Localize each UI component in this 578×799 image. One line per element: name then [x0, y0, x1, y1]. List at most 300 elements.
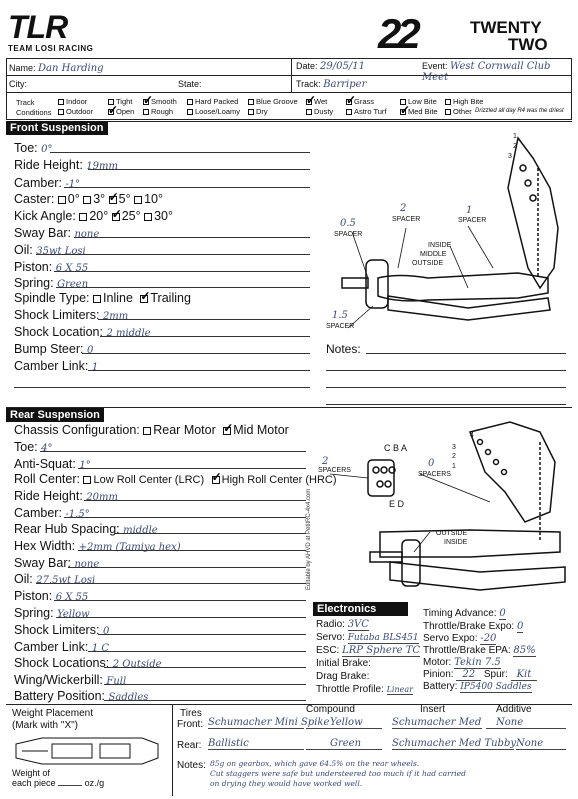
- front-camber-value: -1°: [65, 179, 81, 190]
- front-spacer-b-label: SPACER: [392, 216, 421, 223]
- condition-checkbox[interactable]: [58, 109, 64, 115]
- condition-blue-groove[interactable]: [248, 97, 298, 106]
- name-label: Name:: [9, 63, 36, 73]
- servo-expo-value: -20: [480, 633, 497, 644]
- event-value: West Cornwall Club Meet: [422, 61, 551, 83]
- rear-locations-value: 2 Outside: [112, 659, 162, 670]
- rear-spacers-2-label: SPACERS: [318, 467, 351, 474]
- front-link-line: [88, 370, 310, 371]
- roll-high-label: High Roll Center (HRC): [221, 474, 337, 486]
- front-sway-line: [74, 237, 310, 238]
- mid-motor-checkbox[interactable]: [223, 427, 231, 435]
- kick-20-checkbox[interactable]: [79, 213, 87, 221]
- rear-wing-label: Wing/Wickerbill:: [14, 673, 103, 687]
- front-compound-value[interactable]: Yellow: [306, 717, 382, 729]
- front-ride-value: 19mm: [86, 161, 118, 172]
- model-mark: 22: [378, 10, 417, 57]
- spindle-trailing-label: Trailing: [150, 291, 191, 305]
- front-extra-line-1: [14, 387, 310, 388]
- rear-hex-value: +2mm (Tamiya hex): [78, 542, 181, 553]
- front-oil-value: 35wt Losi: [36, 246, 86, 257]
- rear-wing-line: [104, 684, 306, 685]
- front-section-title: Front Suspension: [6, 121, 108, 135]
- event-label: Event:: [422, 61, 448, 71]
- front-link-row[interactable]: [14, 359, 98, 373]
- weight-unit: oz./g: [84, 778, 105, 788]
- front-piston-value: 6 X 55: [55, 263, 89, 274]
- front-outside-label: OUTSIDE: [412, 260, 444, 267]
- front-toe-value: 0°: [41, 144, 53, 155]
- condition-rough[interactable]: [143, 107, 173, 116]
- servo-expo-row[interactable]: [423, 633, 496, 644]
- condition-outdoor[interactable]: [58, 107, 93, 116]
- tires-title: Tires: [180, 708, 202, 719]
- battery-row[interactable]: [423, 681, 532, 692]
- condition-checkbox[interactable]: [346, 99, 352, 105]
- epa-label: Throttle/Brake EPA:: [423, 645, 511, 656]
- throttle-expo-value: 0: [516, 621, 524, 632]
- rear-tower-hole-3: [494, 460, 499, 465]
- condition-checkbox[interactable]: [400, 109, 406, 115]
- hub-hole-c: [373, 467, 379, 473]
- rear-spacers-2-value: 2: [322, 456, 329, 467]
- front-limiters-label: Shock Limiters:: [14, 308, 100, 322]
- caster-5-label: 5°: [118, 192, 131, 206]
- caster-5-checkbox[interactable]: [109, 196, 117, 204]
- rear-link-line: [88, 651, 306, 652]
- pinion-value: 22: [456, 669, 481, 681]
- name-field[interactable]: [9, 63, 104, 74]
- front-notes-line-3: [326, 387, 566, 388]
- weight-each-label: Weight of: [12, 768, 50, 778]
- front-spring-value: Green: [57, 279, 89, 290]
- front-caster-label: Caster:: [14, 192, 55, 206]
- radio-row[interactable]: [316, 619, 369, 630]
- rear-locations-label: Shock Locations:: [14, 656, 110, 670]
- condition-checkbox[interactable]: [143, 99, 149, 105]
- condition-checkbox[interactable]: [306, 99, 312, 105]
- kick-20-label: 20°: [89, 209, 109, 223]
- rear-chassis-row[interactable]: [14, 423, 289, 437]
- rear-spacer-0-pointer: [420, 474, 490, 502]
- model-name-1: TWENTY: [470, 18, 542, 37]
- kick-25-checkbox[interactable]: [112, 213, 120, 221]
- chassis-battery-bay: [52, 744, 92, 758]
- weight-subtitle: (Mark with "X"): [12, 720, 78, 731]
- condition-checkbox[interactable]: [143, 109, 149, 115]
- rear-sway-value: none: [74, 559, 100, 570]
- condition-label: Wet: [314, 97, 328, 106]
- spindle-inline-label: Inline: [103, 291, 133, 305]
- timing-row[interactable]: [423, 608, 506, 619]
- rear-outside-pointer: [414, 532, 430, 552]
- front-caster-row[interactable]: [14, 192, 163, 206]
- condition-label: Open: [116, 107, 135, 116]
- caster-3-label: 3°: [93, 192, 106, 206]
- condition-loose-loamy[interactable]: [187, 107, 240, 116]
- front-inside-label: INSIDE: [428, 242, 452, 249]
- front-toe-label: Toe:: [14, 141, 38, 155]
- kick-30-checkbox[interactable]: [144, 213, 152, 221]
- condition-checkbox[interactable]: [346, 109, 352, 115]
- front-location-value: 2 middle: [106, 328, 151, 339]
- condition-label: Tight: [116, 97, 133, 106]
- condition-hard-packed[interactable]: [187, 97, 238, 106]
- rear-suspension-diagram: [310, 412, 572, 602]
- rear-squat-value: 1°: [79, 460, 91, 471]
- condition-open[interactable]: [108, 107, 134, 116]
- front-notes-line-4: [326, 404, 566, 405]
- weight-each-row[interactable]: [12, 778, 104, 788]
- condition-label: Low Bite: [408, 97, 437, 106]
- servo-row[interactable]: [316, 632, 419, 643]
- rear-limiters-label: Shock Limiters:: [14, 623, 100, 637]
- rear-squat-line: [78, 468, 306, 469]
- hub-label-a: A: [401, 443, 408, 453]
- front-bump-value: 0: [86, 345, 94, 356]
- front-spindle-row[interactable]: [14, 291, 191, 305]
- front-notes-line-1: [366, 353, 566, 354]
- rear-wing-value: Full: [106, 676, 127, 687]
- city-field[interactable]: [9, 79, 27, 89]
- front-sway-value: none: [74, 229, 100, 240]
- weight-title: Weight Placement: [12, 708, 93, 719]
- front-spacer-a-label: SPACER: [334, 231, 363, 238]
- rear-hex-line: [78, 550, 306, 551]
- initial-brake-label: Initial Brake:: [316, 658, 372, 669]
- servo-expo-label: Servo Expo:: [423, 633, 478, 644]
- rear-inside-label: INSIDE: [444, 539, 468, 546]
- rear-insert-value[interactable]: Schumacher Med Tubby: [392, 738, 516, 749]
- condition-checkbox[interactable]: [58, 99, 64, 105]
- throttle-profile-row[interactable]: [316, 684, 413, 695]
- rear-hub-cba-labels: [384, 443, 407, 453]
- rear-roll-label: Roll Center:: [14, 472, 80, 486]
- event-field[interactable]: [422, 61, 578, 83]
- date-field[interactable]: [296, 61, 365, 72]
- front-tower-n2: 2: [513, 143, 517, 150]
- epa-value: 85%: [513, 645, 536, 656]
- rear-upper-arm: [380, 530, 560, 557]
- conditions-label: Conditions: [16, 108, 52, 117]
- bottom-rule: [6, 704, 572, 705]
- tlr-logo: [8, 9, 126, 53]
- insert-header: Insert: [420, 704, 446, 715]
- initial-brake-row[interactable]: [316, 658, 371, 669]
- caster-0-label: 0°: [67, 192, 80, 206]
- additive-header: Additive: [496, 704, 532, 715]
- front-piston-line: [54, 271, 310, 272]
- weight-each-label2: each piece: [12, 778, 56, 788]
- front-shock-tower: [508, 138, 558, 288]
- spur-value: Kit: [511, 669, 538, 681]
- front-spacer-b-value: 2: [400, 203, 407, 214]
- rear-hub-block: [368, 460, 394, 496]
- condition-checkbox[interactable]: [248, 109, 254, 115]
- condition-label: Indoor: [66, 97, 88, 106]
- rear-tower-hole-1: [478, 440, 483, 445]
- rear-ride-value: 20mm: [86, 492, 118, 503]
- front-bump-line: [82, 353, 310, 354]
- rear-battery-line: [104, 700, 306, 701]
- tower-hole-2: [525, 180, 531, 186]
- front-ride-line: [88, 169, 310, 170]
- front-camber-line: [64, 187, 310, 188]
- rear-battery-value: Saddles: [108, 692, 149, 703]
- esc-value: LRP Sphere TC: [342, 645, 421, 656]
- rear-hub-ed-labels: [389, 499, 404, 509]
- front-spacer-d-label: SPACER: [326, 323, 355, 330]
- rear-squat-label: Anti-Squat:: [14, 457, 76, 471]
- rear-hub-label: Rear Hub Spacing:: [14, 522, 120, 536]
- electronics-title: Electronics: [313, 602, 408, 616]
- rear-spacers-0-value: 0: [428, 458, 435, 469]
- rear-compound-value[interactable]: Green: [306, 738, 382, 750]
- rear-hex-label: Hex Width:: [14, 539, 76, 553]
- throttle-expo-row[interactable]: [423, 621, 523, 632]
- condition-label: Blue Groove: [256, 97, 298, 106]
- battery-value: IP5400 Saddles: [460, 682, 532, 692]
- condition-label: Rough: [151, 107, 174, 116]
- rear-oil-line: [36, 583, 306, 584]
- rear-additive-value[interactable]: None: [516, 738, 566, 750]
- kick-25-label: 25°: [121, 209, 141, 223]
- rear-link-label: Camber Link:: [14, 640, 89, 654]
- header-divider-v: [291, 58, 292, 92]
- rear-tire-label: Rear:: [177, 740, 202, 751]
- name-value: Dan Harding: [38, 63, 104, 74]
- condition-other[interactable]: [445, 107, 472, 116]
- drag-brake-row[interactable]: [316, 671, 369, 682]
- condition-med-bite[interactable]: [400, 107, 438, 116]
- rear-piston-label: Piston:: [14, 589, 53, 603]
- condition-dry[interactable]: [248, 107, 268, 116]
- hub-hole-d: [385, 481, 391, 487]
- esc-row[interactable]: [316, 645, 420, 656]
- epa-row[interactable]: [423, 645, 536, 656]
- front-location-line: [100, 336, 310, 337]
- rear-hub-line: [114, 533, 306, 534]
- model-name-2: TWO: [508, 35, 548, 54]
- front-kick-row[interactable]: [14, 209, 173, 223]
- condition-grass[interactable]: [346, 97, 374, 106]
- rear-spring-line: [56, 617, 306, 618]
- roll-low-checkbox[interactable]: [83, 476, 91, 484]
- condition-label: Smooth: [151, 97, 177, 106]
- front-additive-value[interactable]: None: [486, 717, 566, 729]
- front-tower-n3: 3: [508, 153, 512, 160]
- condition-indoor[interactable]: [58, 97, 87, 106]
- front-spring-label: Spring:: [14, 276, 54, 290]
- front-notes-label: Notes:: [326, 342, 361, 356]
- rear-section-title: Rear Suspension: [6, 408, 104, 422]
- rear-tire-value[interactable]: Ballistic: [208, 738, 304, 750]
- rear-tower-n3: 3: [452, 444, 456, 451]
- front-link-label: Camber Link:: [14, 359, 89, 373]
- chassis-diagram[interactable]: [12, 734, 162, 768]
- condition-dusty[interactable]: [306, 107, 333, 116]
- condition-smooth[interactable]: [143, 97, 177, 106]
- rear-outside-label: OUTSIDE: [436, 530, 468, 537]
- rear-spacers-0-label: SPACERS: [418, 471, 451, 478]
- condition-checkbox[interactable]: [187, 99, 193, 105]
- condition-label: Dry: [256, 107, 268, 116]
- conditions-track-label: Track: [16, 98, 35, 107]
- front-camber-label: Camber:: [14, 176, 62, 190]
- front-spacer-c-value: 1: [466, 205, 473, 216]
- kick-30-label: 30°: [154, 209, 174, 223]
- spindle-inline-checkbox[interactable]: [93, 295, 101, 303]
- front-insert-value[interactable]: Schumacher Med: [392, 717, 482, 728]
- caster-3-checkbox[interactable]: [83, 196, 91, 204]
- front-oil-label: Oil:: [14, 243, 33, 257]
- condition-label: High Bite: [453, 97, 484, 106]
- mid-motor-label: Mid Motor: [233, 423, 289, 437]
- rear-toe-label: Toe:: [14, 440, 38, 454]
- tire-notes-line-3: on drying they would have worked well.: [210, 779, 363, 788]
- condition-astro-turf[interactable]: [346, 107, 387, 116]
- condition-checkbox[interactable]: [445, 109, 451, 115]
- timing-value: 0: [499, 608, 506, 619]
- radio-label: Radio:: [316, 619, 345, 630]
- throttle-profile-label: Throttle Profile:: [316, 684, 384, 695]
- spacer-c-pointer: [468, 226, 493, 268]
- front-tire-value[interactable]: Schumacher Mini Spike: [208, 717, 330, 728]
- rear-tower-n2: 2: [452, 453, 456, 460]
- track-field[interactable]: [296, 79, 366, 90]
- condition-label: Grass: [354, 97, 375, 106]
- rear-limiters-row[interactable]: [14, 623, 109, 637]
- front-limiters-value: 2mm: [102, 311, 129, 322]
- condition-checkbox[interactable]: [445, 99, 451, 105]
- spacer-a-pointer: [352, 232, 368, 278]
- tire-notes-line-2: Cut staggers were safe but understeered too much if it had carried: [210, 769, 466, 778]
- rear-toe-value: 4°: [41, 443, 53, 454]
- weight-each-input[interactable]: [58, 785, 82, 786]
- date-label: Date:: [296, 61, 318, 71]
- state-field[interactable]: [178, 79, 202, 89]
- hub-label-d: D: [397, 499, 405, 509]
- rear-roll-row[interactable]: [14, 472, 337, 486]
- rear-link-value: 1 C: [91, 643, 110, 654]
- rear-camber-value: -1.5°: [65, 509, 90, 520]
- front-bump-label: Bump Steer:: [14, 342, 84, 356]
- rear-camber-line: [64, 517, 306, 518]
- rear-spacer-2-pointer: [330, 474, 368, 478]
- conditions-other-note: Drizzled all day R4 was the driest: [475, 108, 564, 114]
- rear-tower-n4: 4: [470, 432, 474, 439]
- condition-label: Dusty: [314, 107, 334, 116]
- rear-motor-checkbox[interactable]: [143, 427, 151, 435]
- front-spindle-label: Spindle Type:: [14, 291, 90, 305]
- front-spacer-a-value: 0.5: [340, 218, 356, 229]
- front-limiters-line: [98, 319, 310, 320]
- front-spring-line: [56, 287, 310, 288]
- rear-limiters-value: 0: [102, 626, 110, 637]
- rear-oil-value: 27.5wt Losi: [36, 575, 96, 586]
- battery-label: Battery:: [423, 681, 458, 692]
- model-logo: [378, 10, 568, 58]
- rear-camber-label: Camber:: [14, 506, 62, 520]
- spacer-b-pointer: [398, 228, 406, 268]
- rear-piston-line: [54, 600, 306, 601]
- drag-brake-label: Drag Brake:: [316, 671, 370, 682]
- condition-wet[interactable]: [306, 97, 327, 106]
- rear-locations-line: [104, 667, 306, 668]
- front-spacer-c-label: SPACER: [458, 217, 487, 224]
- hub-label-c: C: [384, 443, 391, 453]
- front-location-label: Shock Location:: [14, 325, 103, 339]
- tlr-logo-mark: TLR: [8, 9, 68, 45]
- front-toe-row[interactable]: [14, 141, 53, 155]
- spur-label: Spur:: [483, 669, 508, 680]
- timing-label: Timing Advance:: [423, 608, 497, 619]
- hub-hole-b: [381, 467, 387, 473]
- roll-low-label: Low Roll Center (LRC): [93, 474, 205, 486]
- hub-label-e: E: [389, 499, 396, 509]
- condition-label: Med Bite: [408, 107, 438, 116]
- rear-ride-label: Ride Height:: [14, 489, 83, 503]
- front-sway-label: Sway Bar:: [14, 226, 71, 240]
- caster-0-checkbox[interactable]: [58, 196, 66, 204]
- rear-ride-line: [84, 500, 306, 501]
- front-tower-n1: 1: [513, 133, 517, 140]
- front-notes-line-2: [326, 370, 566, 371]
- tlr-logo-subtitle: TEAM LOSI RACING: [8, 44, 94, 53]
- rear-tower-n1: 1: [452, 463, 456, 470]
- rear-motor-label: Rear Motor: [153, 423, 216, 437]
- rear-oil-label: Oil:: [14, 572, 33, 586]
- pinion-row[interactable]: [423, 669, 537, 680]
- rear-tower-hole-2: [486, 450, 491, 455]
- condition-checkbox[interactable]: [187, 109, 193, 115]
- condition-label: Outdoor: [66, 107, 94, 116]
- compound-header: Compound: [306, 704, 355, 715]
- radio-value: 3VC: [347, 619, 369, 630]
- spindle-trailing-checkbox[interactable]: [140, 295, 148, 303]
- rear-limiters-line: [98, 634, 306, 635]
- condition-checkbox[interactable]: [306, 109, 312, 115]
- front-oil-line: [36, 254, 310, 255]
- front-piston-label: Piston:: [14, 260, 53, 274]
- rear-hub-value: middle: [123, 525, 158, 536]
- hub-label-b: B: [393, 443, 400, 453]
- roll-high-checkbox[interactable]: [212, 476, 220, 484]
- editable-credit: Editable by AHVD at PetitRC-4x4.com: [306, 488, 312, 590]
- rear-spring-label: Spring:: [14, 606, 54, 620]
- motor-row[interactable]: [423, 657, 501, 668]
- inside-pointer: [450, 246, 468, 288]
- track-value: Barriper: [323, 79, 367, 90]
- front-kick-label: Kick Angle:: [14, 209, 76, 223]
- rear-piston-value: 6 X 55: [55, 592, 89, 603]
- caster-10-checkbox[interactable]: [134, 196, 142, 204]
- condition-label: Astro Turf: [354, 107, 387, 116]
- rear-shock-tower: [470, 422, 555, 522]
- rear-toe-line: [40, 451, 306, 452]
- motor-value: Tekin 7.5: [454, 657, 501, 668]
- motor-label: Motor:: [423, 657, 452, 668]
- city-label: City:: [9, 79, 27, 89]
- tire-notes-line-1: 85g on gearbox, which gave 64.5% on the rear wheels.: [210, 759, 420, 768]
- throttle-profile-value: Linear: [386, 685, 413, 694]
- bottom-divider: [172, 704, 173, 796]
- condition-high-bite[interactable]: [445, 97, 483, 106]
- tower-hole-1: [520, 165, 526, 171]
- condition-checkbox[interactable]: [108, 109, 114, 115]
- front-spindle-block: [366, 260, 388, 308]
- condition-checkbox[interactable]: [248, 99, 254, 105]
